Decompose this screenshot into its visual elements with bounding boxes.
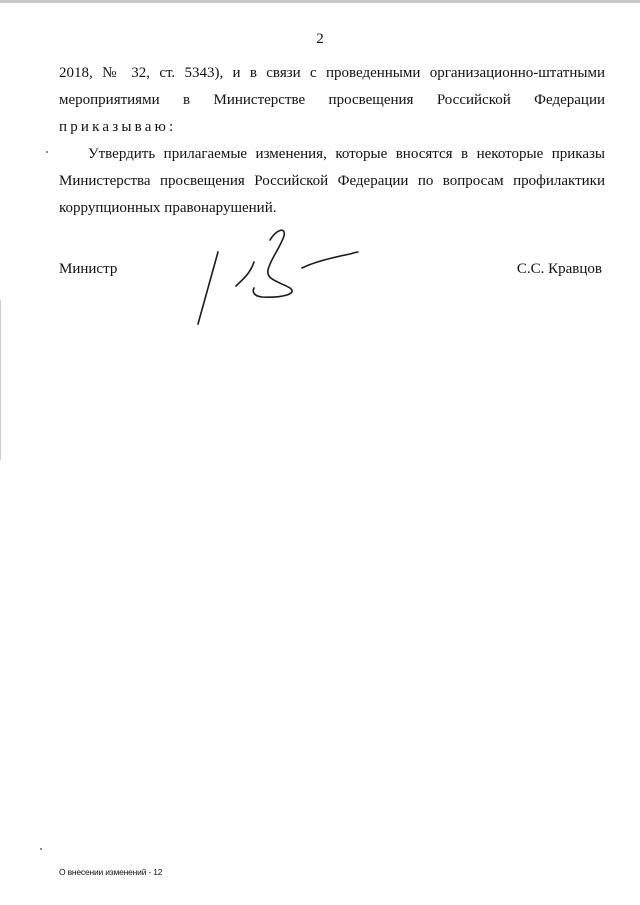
page-number: 2 [316, 31, 324, 47]
scan-edge [0, 0, 640, 3]
text-line: Утвердить прилагаемые изменения, которые вносятся в некоторые приказы [88, 146, 605, 162]
text-line: Министерства просвещения Российской Федерации по вопросам профилактики [59, 173, 605, 189]
paragraph-order [59, 141, 605, 222]
signatory-name: С.С. Кравцов [516, 261, 602, 277]
text-line: коррупционных правонарушений. [59, 200, 277, 216]
handwritten-signature [190, 222, 370, 332]
text-line: мероприятиями в Министерстве просвещения Российской Федерации [59, 92, 605, 108]
order-word: приказываю: [59, 119, 177, 135]
text-line: 2018, № 32, ст. 5343), и в связи с проведенными организационно-штатными [59, 65, 605, 81]
scan-speck [46, 151, 48, 153]
scan-speck [40, 848, 42, 850]
document-footer-code: О внесении изменений - 12 [59, 867, 163, 877]
document-body [59, 60, 605, 222]
signatory-position: Министр [59, 261, 118, 277]
scan-edge-left [0, 300, 1, 460]
paragraph-preamble [59, 60, 605, 141]
